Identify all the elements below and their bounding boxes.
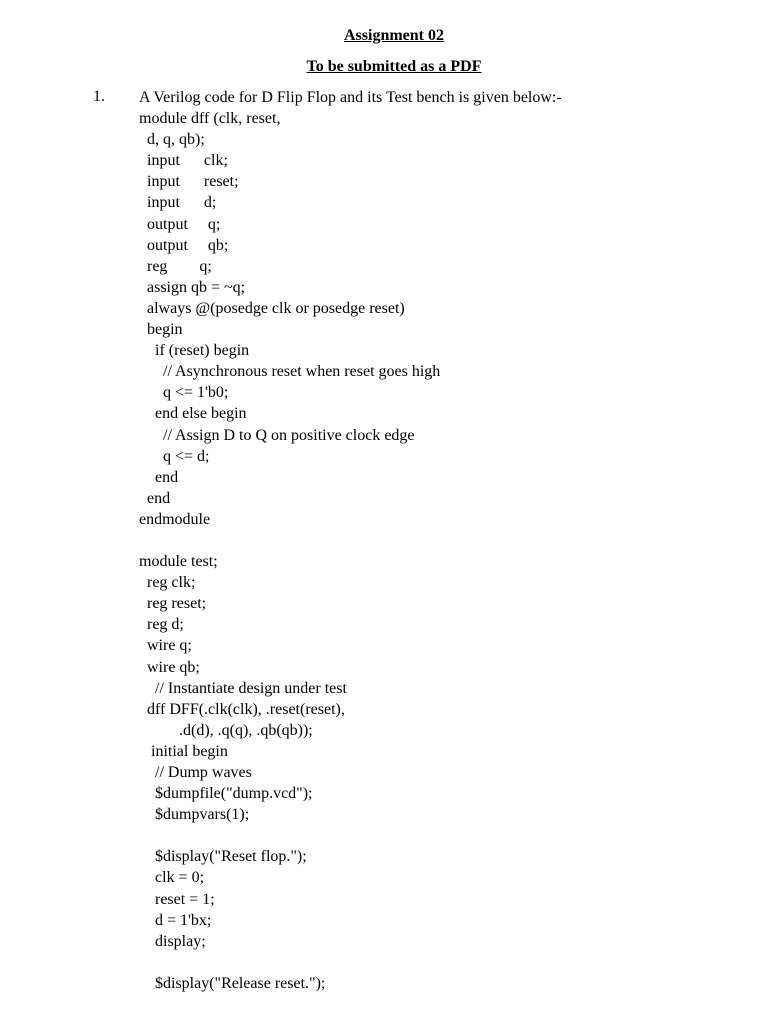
code-line: // Instantiate design under test <box>139 679 347 697</box>
submission-note: To be submitted as a PDF <box>306 58 482 75</box>
question-text: A Verilog code for D Flip Flop and its Test bench is given below:- <box>139 89 562 106</box>
code-line: d, q, qb); <box>139 131 205 149</box>
code-line: input reset; <box>139 173 239 191</box>
code-line: module test; <box>139 553 218 571</box>
code-line: $dumpfile("dump.vcd"); <box>139 785 313 803</box>
code-line: input d; <box>139 194 217 212</box>
code-line: // Assign D to Q on positive clock edge <box>139 426 415 444</box>
code-line: // Dump waves <box>139 764 252 781</box>
question-body <box>139 87 739 994</box>
code-line: reset = 1; <box>139 890 215 908</box>
code-line: module dff (clk, reset, <box>139 110 281 128</box>
code-line: .d(d), .q(q), .qb(qb)); <box>139 721 313 739</box>
code-line: reg d; <box>139 616 184 634</box>
code-line <box>139 825 739 846</box>
code-line: reg reset; <box>139 595 207 613</box>
code-line: $display("Reset flop."); <box>139 848 307 866</box>
question-number: 1. <box>93 88 105 105</box>
code-line: initial begin <box>139 742 228 760</box>
code-line: output qb; <box>139 236 229 254</box>
code-line <box>139 952 739 973</box>
code-line <box>139 530 739 551</box>
code-line: endmodule <box>139 510 211 528</box>
code-line: begin <box>139 321 183 339</box>
code-line: end else begin <box>139 405 247 423</box>
code-line: end <box>139 468 179 486</box>
code-line: always @(posedge clk or posedge reset) <box>139 299 405 317</box>
code-line: input clk; <box>139 152 228 170</box>
code-line: dff DFF(.clk(clk), .reset(reset), <box>139 700 345 718</box>
code-line: reg clk; <box>139 574 196 592</box>
code-line: wire qb; <box>139 658 200 676</box>
code-line: clk = 0; <box>139 869 205 887</box>
code-line: if (reset) begin <box>139 342 250 360</box>
code-line: end <box>139 489 171 507</box>
code-line: $dumpvars(1); <box>139 806 250 824</box>
code-line: display; <box>139 932 206 950</box>
code-line: output q; <box>139 215 221 233</box>
code-line: reg q; <box>139 257 212 275</box>
code-line: // Asynchronous reset when reset goes high <box>139 363 441 381</box>
code-line: assign qb = ~q; <box>139 278 246 296</box>
code-line: d = 1'bx; <box>139 911 212 929</box>
assignment-title: Assignment 02 <box>343 27 444 44</box>
code-line: $display("Release reset."); <box>139 974 326 992</box>
code-line: q <= d; <box>139 447 210 465</box>
code-line: wire q; <box>139 637 192 655</box>
code-line: q <= 1'b0; <box>139 384 229 402</box>
